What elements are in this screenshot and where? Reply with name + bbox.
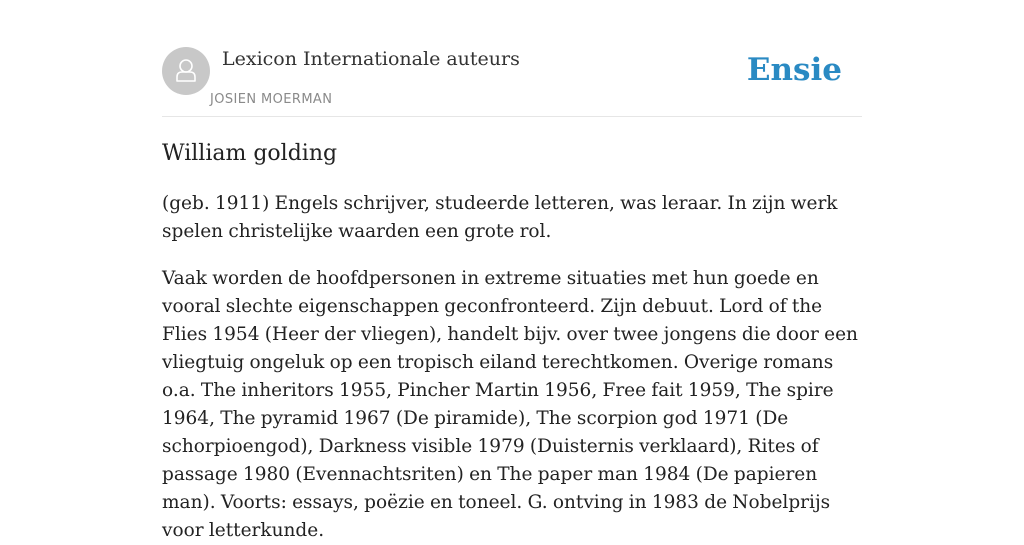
article-title: William golding: [162, 141, 338, 166]
lexicon-title[interactable]: Lexicon Internationale auteurs: [222, 48, 520, 70]
author-name[interactable]: JOSIEN MOERMAN: [210, 92, 333, 107]
article-paragraph: Vaak worden de hoofdpersonen in extreme situaties met hun goede en vooral slechte eigenschappen geconfronteerd. Zijn debuut. Lord of the Flies 1954 (Heer der vliegen), handelt bijv. over twee jongens die door een vliegtuig ongeluk op een tropisch eiland terechtkomen. Overige romans o.a. The inheritors 1955, Pincher Martin 1956, Free fait 1959, The spire 1964, The pyramid 1967 (De piramide), The scorpion god 1971 (De schorpioengod), Darkness visible 1979 (Duisternis verklaard), Rites of passage 1980 (Evennachtsriten) en The paper man 1984 (De papieren man). Voorts: essays, poëzie en toneel. G. ontving in 1983 de Nobelprijs voor letterkunde.: [162, 268, 858, 541]
header: [162, 46, 862, 117]
user-icon: [162, 47, 210, 95]
author-avatar[interactable]: [162, 47, 210, 95]
article-paragraph: (geb. 1911) Engels schrijver, studeerde letteren, was leraar. In zijn werk spelen christelijke waarden een grote rol.: [162, 193, 838, 242]
site-logo[interactable]: Ensie: [746, 52, 842, 88]
article: [162, 138, 862, 545]
